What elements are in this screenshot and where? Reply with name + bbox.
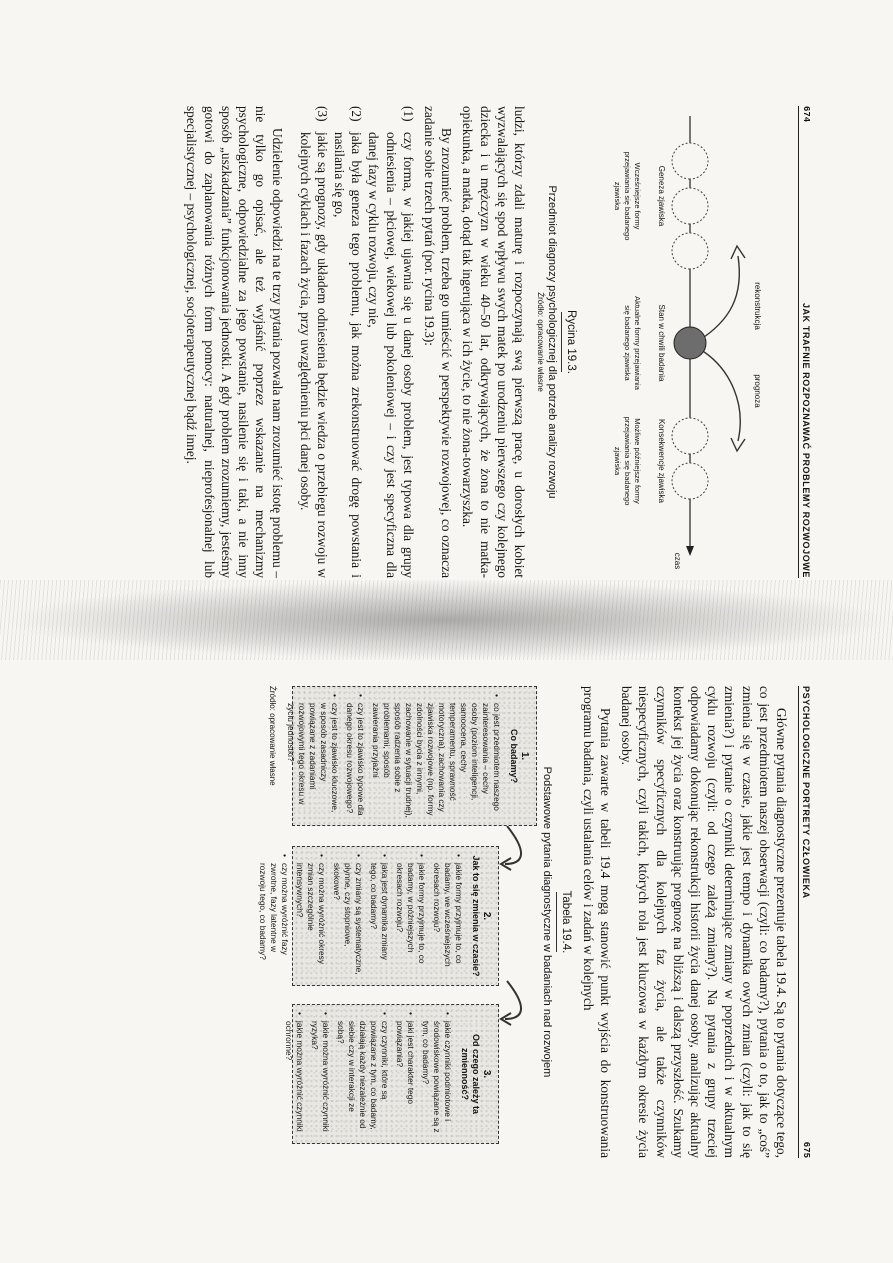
consequence-sublabel: Możliwe późniejsze formy przejawiania się badanego zjawiska <box>613 416 642 506</box>
column-connector-arrow <box>505 981 521 1019</box>
state-sublabel: Aktualne formy przejawiania się badanego zjawiska <box>623 296 642 390</box>
list-item-number: (2) <box>349 106 365 122</box>
column-connector-arrow <box>505 826 521 864</box>
paragraph: Pytania zawarte w tabeli 19.4 mogą stanowić punkt wyjścia do konstruowania programu badania, czyli ustalania celów i zadań w kolejnych <box>580 686 613 1158</box>
state-label: Stan w chwili badania <box>657 304 666 382</box>
list-item <box>331 106 365 578</box>
list-item: • jakie można wyróżnić czynniki ryzyka? <box>309 1012 331 1136</box>
figure-caption <box>536 106 577 578</box>
column-heading: Co badamy? <box>508 728 519 783</box>
figure-source: Źródło: opracowanie własne <box>536 292 545 392</box>
page-number: 675 <box>801 1141 811 1158</box>
table-number: Tabela 19.4. <box>559 890 572 954</box>
current-state-node <box>674 327 706 359</box>
paragraph: ludzi, którzy zdali maturę i rozpoczynają swą pierwszą pracę, u dorosłych kobiet wyzwalających się spod wpływu swych matek po urodzeniu pierwszego czy kolejnego dziecka i u mężczyzn w wieku 40–50 lat, odkrywających, że żona to nie matka-opiekunka, a matka, dotąd tak ingerująca w ich życie, to nie żona-towarzyszka. <box>460 106 527 578</box>
list-item: • jakie czynniki podmiotowe i środowiskowe powiązane są z tym, co badamy? <box>420 1012 453 1136</box>
list-item: • czy zmiany są systematyczne, płynne, czy stopniowe, skokowe? <box>331 854 364 978</box>
list-item <box>296 106 330 578</box>
figure-title: Przedmiot diagnozy psychologicznej dla potrzeb analizy rozwoju <box>546 185 558 499</box>
column-items <box>257 854 464 978</box>
paragraph: Główne pytania diagnostyczne prezentuje tabela 19.4. Są to pytania dotyczące tego, co jest przedmiotem naszej obserwacji (czyli: co badamy?), pytania o to, jak to „coś” zmienia się w czasie, jakie jest tempo i dynamika owych zmian (czyli: jak to się zmienia?) i pytanie o czynniki determinujące zmiany w poprzednich i w aktualnym cyklu rozwoju (czyli: od czego zależą zmiany?). Na pytania z grupy trzeciej odpowiadamy dokonując rekonstrukcji historii życia danej osoby, analizując aktualny kontekst jej życia oraz konstruując prognozę na bliższą i dalszą przyszłość. Szukamy czynników specyficznych dla kolejnych faz życia, ale także czynników niespecyficznych, czyli takich, których rola jest kluczowa w każdym okresie życia badanej osoby. <box>619 686 789 1158</box>
caption-rule <box>561 312 562 372</box>
figure-number: Rycina 19.3. <box>565 310 577 374</box>
timeline-node <box>672 418 708 454</box>
running-head <box>798 686 811 1158</box>
column-number: 1. <box>518 751 530 761</box>
running-head <box>798 106 811 578</box>
list-item-text: jakie są prognozy, gdy układem odniesienia będzie wiedza o przebiegu rozwoju w kolejnych cyklach i fazach życia, przy uwzględnieniu płci danej osoby. <box>297 132 330 578</box>
column-items <box>285 694 502 818</box>
list-item: • jakie formy przyjmuje to, co badamy, we wcześniejszych okresach rozwoju? <box>431 854 464 978</box>
column-heading: Od czego zależy ta zmienność? <box>459 1033 481 1115</box>
running-head-title: PSYCHOLOGICZNE PORTRETY CZŁOWIEKA <box>801 686 811 899</box>
table-column <box>285 686 537 826</box>
list-item: • czy można wyróżnić okresy zmian szczególnie intensywnych? <box>294 854 327 978</box>
list-item: • jakie formy przyjmuje to, co badamy, w późniejszych okresach rozwoju? <box>394 854 427 978</box>
genesis-sublabel: Wcześniejsze formy przejawiania się badanego zjawiska <box>613 151 642 241</box>
reconstruction-label: rekonstrukcja <box>753 282 762 330</box>
list-item-text: jaka była geneza tego problemu, jak można zrekonstruować drogę powstania i nasilania się go, <box>331 132 365 578</box>
running-head-title: JAK TRAFNIE ROZPOZNAWAĆ PROBLEMY ROZWOJOWE <box>801 302 811 578</box>
reconstruction-arrow <box>698 256 739 341</box>
time-axis-arrowhead <box>686 546 694 556</box>
genesis-label: Geneza zjawiska <box>657 165 666 227</box>
list-item <box>365 106 417 578</box>
table-caption <box>541 686 572 1158</box>
timeline-node <box>672 233 708 269</box>
time-label: czas <box>673 552 682 570</box>
page-674 <box>127 92 817 592</box>
question-list <box>296 106 416 578</box>
figure-19-3-diagram <box>585 106 790 578</box>
timeline-node <box>672 188 708 224</box>
consequence-label: Konsekwencje zjawiska <box>657 418 666 504</box>
prognosis-label: prognoza <box>753 374 762 408</box>
list-item: • czy czynniki, które są powiązane z tym, co badamy, działają każdy niezależnie od siebie czy w interakcji ze sobą? <box>335 1012 390 1136</box>
list-item-text: czy forma, w jakiej ujawnia się u danej osoby problem, jest typowa dla grupy odniesienia – płciowej, wiekowej lub pokoleniowej – i czy jest specyficzna dla danej fazy w cyklu rozwoju, czy nie, <box>366 132 416 578</box>
paragraph: By zrozumieć problem, trzeba go umieścić w perspektywie rozwojowej, co oznacza zadanie sobie trzech pytań (por. rycina 19.3): <box>421 106 455 578</box>
list-item: • czy można wyróżnić fazy zwrotne, fazy latentne w rozwoju tego, co badamy? <box>257 854 290 978</box>
list-item-number: (3) <box>314 106 330 122</box>
list-item-number: (1) <box>400 106 416 122</box>
scan-gutter-shadow <box>0 580 893 660</box>
list-item: • czy jest to zjawisko kluczowe, w sposób zasadniczy powiązane z zadaniami rozwojowymi tego okresu w życiu jednostki? <box>285 694 340 818</box>
timeline-node <box>672 463 708 499</box>
caption-rule <box>556 892 557 952</box>
paragraph: Udzielenie odpowiedzi na te trzy pytania pozwala nam zrozumieć istotę problemu – nie tylko go opisać, ale też wyjaśnić poprzez wskazanie na mechanizmy psychologiczne, odpowiedzialne za jego powstanie, nasilenie się i taki, a nie inny sposób „uszkadzania” funkcjonowania jednostki. A gdy problem zrozumiemy, jesteśmy gotowi do zaplanowania różnych form pomocy: naturalnej, nieprofesjonalnej lub specjalistycznej – psychologicznej, socjoterapeutycznej bądź innej. <box>184 106 286 578</box>
list-item: • jaka jest dynamika zmiany tego, co badamy? <box>368 854 390 978</box>
list-item: • jakie można wyróżnić czynniki ochronne? <box>283 1012 305 1136</box>
table-source: Źródło: opracowanie własne <box>267 686 277 786</box>
timeline-node <box>672 143 708 179</box>
list-item: • co jest przedmiotem naszego zainteresowania – cechy osoby (poziom inteligencji, samoocena, cechy temperamentu, sprawność motoryczna), zachowania czy zjawiska rozwojowe (np. formy zdolności bycia z innymi, zachowanie w sytuacji trudnej), sposób radzenia sobie z problemami, sposób zawierania przyjaźni <box>370 694 502 818</box>
table-column <box>257 846 499 986</box>
table-title: Podstawowe pytania diagnostyczne w badaniach nad rozwojem <box>540 766 553 1078</box>
page-number: 674 <box>801 106 811 123</box>
column-heading: Jak to się zmienia w czasie? <box>470 855 481 977</box>
page-675 <box>127 672 817 1172</box>
list-item: • czy jest to zjawisko typowe dla danego okresu rozwojowego? <box>344 694 366 818</box>
table-column <box>283 1004 499 1144</box>
column-number: 3. <box>480 1069 492 1079</box>
column-items <box>283 1012 453 1136</box>
column-number: 2. <box>480 911 492 921</box>
list-item: • jaki jest charakter tego powiązania? <box>394 1012 416 1136</box>
